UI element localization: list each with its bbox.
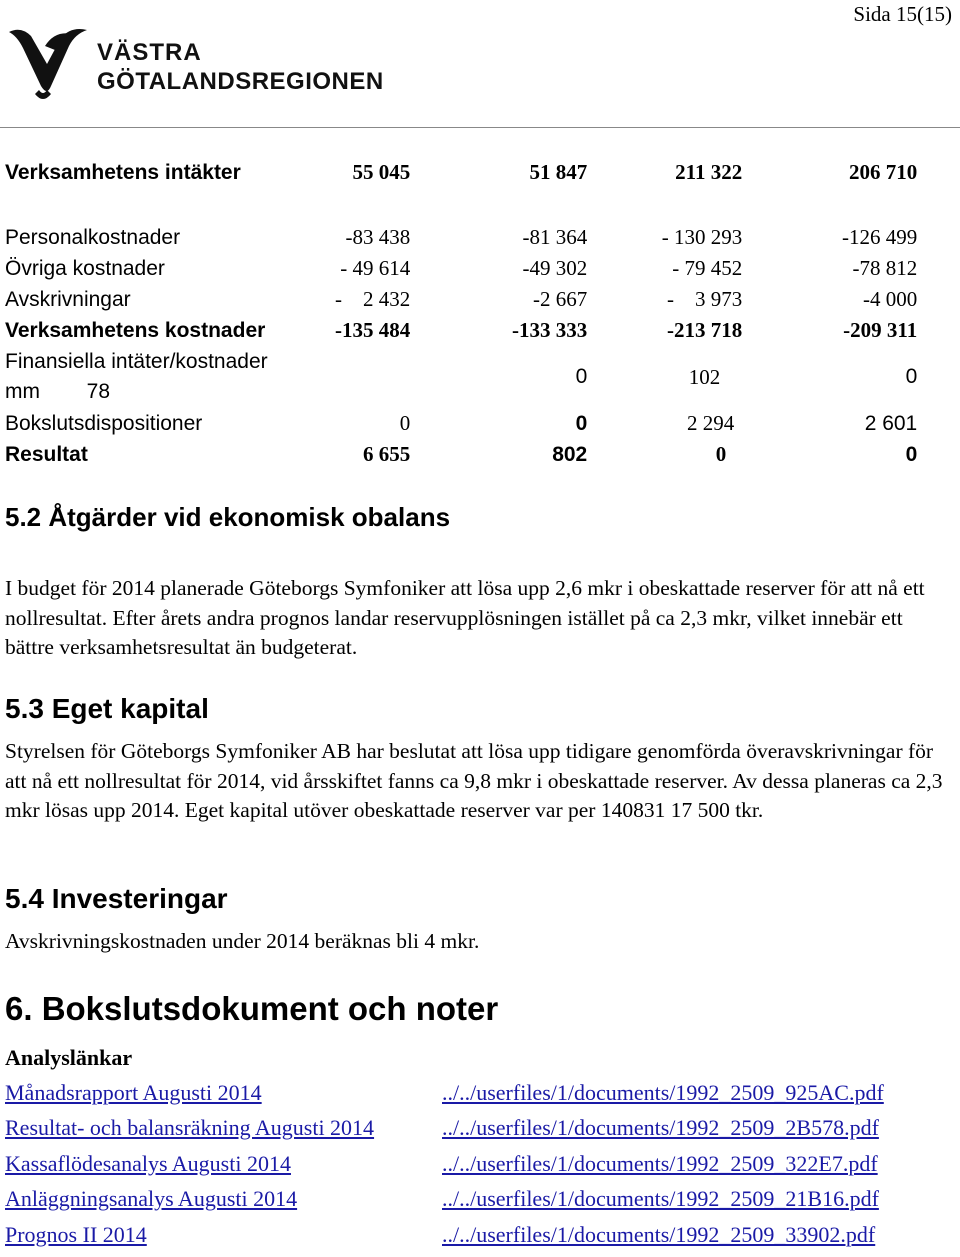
cell-value: 0 — [575, 411, 588, 435]
row-label — [5, 346, 335, 408]
cell-value: -2 667 — [533, 287, 588, 311]
table-row — [5, 315, 917, 346]
header-divider — [0, 127, 960, 128]
vastra-gotalandsregionen-logo — [5, 24, 395, 106]
cell-value: -213 718 — [667, 318, 743, 342]
financial-table — [5, 156, 917, 470]
cell-value: 0 — [715, 442, 727, 466]
row-label-line-1: Finansiella intäter/kostnader — [5, 350, 268, 373]
logo-mark-icon — [5, 24, 93, 106]
section-text-5-2: I budget för 2014 planerade Göteborgs Symfoniker att lösa upp 2,6 mkr i obeskattade reserver för att nå ett nollresultat. Efter årets andra prognos landar reservupplösningen istället på ca 2,3 mkr, vilket innebär ett bättre verksamhetsresultat än budgeterat. — [5, 576, 925, 659]
row-label: Avskrivningar — [5, 287, 131, 311]
cell-value: 206 710 — [849, 160, 918, 184]
table-row — [5, 222, 917, 253]
cell-value: 211 322 — [675, 160, 743, 184]
row-label: Övriga kostnader — [5, 256, 165, 280]
cell-value: 102 — [688, 364, 721, 389]
table-row — [5, 346, 917, 408]
table-row — [5, 439, 917, 470]
cell-value: - 130 293 — [661, 225, 743, 249]
cell-value: 55 045 — [352, 160, 411, 184]
link-report-url[interactable]: ../../userfiles/1/documents/1992_2509_322E7.pdf — [442, 1150, 878, 1176]
cell-value: -135 484 — [335, 318, 411, 342]
section-heading-5-3: 5.3 Eget kapital — [5, 693, 209, 724]
cell-value: -83 438 — [345, 225, 411, 249]
section-heading-5-2: 5.2 Åtgärder vid ekonomisk obalans — [5, 502, 451, 532]
section-heading-6: 6. Bokslutsdokument och noter — [5, 990, 499, 1027]
cell-value: -4 000 — [863, 287, 918, 311]
link-report-name[interactable]: Månadsrapport Augusti 2014 — [5, 1080, 262, 1105]
table-row — [5, 156, 917, 189]
logo-line-1: VÄSTRA — [97, 39, 202, 66]
row-label: Resultat — [5, 442, 88, 466]
link-report-name[interactable]: Anläggningsanalys Augusti 2014 — [5, 1186, 298, 1212]
page-number: Sida 15(15) — [853, 2, 952, 26]
link-report-name[interactable]: Resultat- och balansräkning Augusti 2014 — [5, 1115, 375, 1141]
cell-value: -133 333 — [512, 318, 588, 342]
link-report-url[interactable]: ../../userfiles/1/documents/1992_2509_2B578.pdf — [442, 1115, 879, 1141]
cell-value: - 2 432 — [335, 287, 411, 311]
cell-value: 0 — [575, 365, 588, 388]
cell-value: -81 364 — [522, 225, 588, 249]
cell-value: 51 847 — [529, 160, 588, 184]
cell-value: 6 655 — [363, 442, 411, 466]
cell-value: 2 294 — [687, 411, 735, 435]
logo-line-2: GÖTALANDSREGIONEN — [97, 68, 384, 95]
link-report-url[interactable]: ../../userfiles/1/documents/1992_2509_925AC.pdf — [442, 1080, 884, 1105]
cell-value — [335, 346, 410, 408]
cell-value: - 49 614 — [340, 256, 411, 280]
cell-value: - 79 452 — [672, 256, 743, 280]
cell-value: -78 812 — [852, 256, 918, 280]
cell-value: 0 — [905, 442, 918, 466]
section-text-5-4: Avskrivningskostnaden under 2014 beräknas bli 4 mkr. — [5, 929, 480, 953]
analysis-links-heading: Analyslänkar — [5, 1045, 133, 1070]
cell-value: 0 — [905, 365, 918, 388]
cell-value: -49 302 — [522, 256, 588, 280]
row-label-line-2: mm 78 — [5, 380, 111, 403]
row-label: Bokslutsdispositioner — [5, 411, 203, 435]
cell-value: -209 311 — [843, 318, 918, 342]
section-text-5-3: Styrelsen för Göteborgs Symfoniker AB har beslutat att lösa upp tidigare genomförda överavskrivningar för att nå ett nollresultat för 2014, vid årsskiftet fanns ca 9,8 mkr i obeskattade reserver. Av dessa planeras ca 2,3 mkr lösas upp 2014. Eget kapital utöver obeskattade reserver var per 140831 17 500 tkr. — [5, 739, 943, 822]
link-report-name[interactable]: Kassaflödesanalys Augusti 2014 — [5, 1150, 291, 1176]
row-label: Verksamhetens kostnader — [5, 318, 266, 342]
row-label: Verksamhetens intäkter — [5, 160, 241, 184]
section-heading-5-4: 5.4 Investeringar — [5, 883, 228, 914]
cell-value: 0 — [399, 411, 411, 435]
cell-value: - 3 973 — [667, 287, 743, 311]
cell-value: 802 — [552, 442, 588, 466]
table-row — [5, 284, 917, 315]
link-report-url[interactable]: ../../userfiles/1/documents/1992_2509_33902.pdf — [442, 1221, 876, 1247]
row-label: Personalkostnader — [5, 225, 181, 249]
table-row — [5, 253, 917, 284]
cell-value: -126 499 — [842, 225, 918, 249]
link-report-url[interactable]: ../../userfiles/1/documents/1992_2509_21B16.pdf — [442, 1186, 879, 1212]
cell-value: 2 601 — [864, 411, 918, 435]
table-row — [5, 408, 917, 439]
link-report-name[interactable]: Prognos II 2014 — [5, 1221, 147, 1247]
